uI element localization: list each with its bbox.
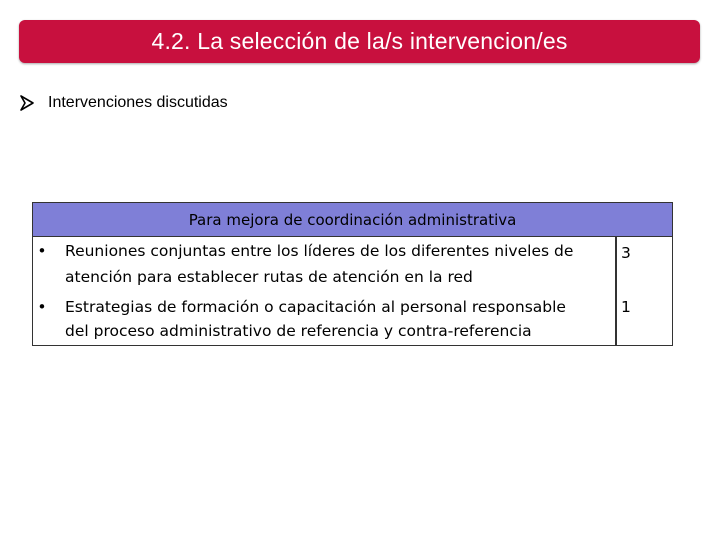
row-count: 1 bbox=[621, 298, 631, 316]
interventions-table bbox=[32, 202, 673, 346]
row-text-line1: Reuniones conjuntas entre los líderes de los diferentes niveles de bbox=[65, 242, 574, 260]
row-text-line1: Estrategias de formación o capacitación al personal responsable bbox=[65, 298, 566, 316]
bullet-text: Intervenciones discutidas bbox=[48, 94, 228, 111]
bullet-item bbox=[20, 94, 228, 112]
arrow-bullet-icon bbox=[20, 95, 34, 111]
column-divider bbox=[615, 237, 617, 345]
slide-title: 4.2. La selección de la/s intervencion/es bbox=[151, 28, 568, 54]
title-banner bbox=[19, 20, 700, 63]
row-text-line2: atención para establecer rutas de atención en la red bbox=[65, 268, 473, 286]
row-text-line2: del proceso administrativo de referencia y contra-referencia bbox=[65, 322, 532, 340]
row-count: 3 bbox=[621, 244, 631, 262]
bullet-dot-icon: • bbox=[37, 242, 47, 260]
table-header: Para mejora de coordinación administrativa bbox=[33, 203, 672, 237]
bullet-dot-icon: • bbox=[37, 298, 47, 316]
